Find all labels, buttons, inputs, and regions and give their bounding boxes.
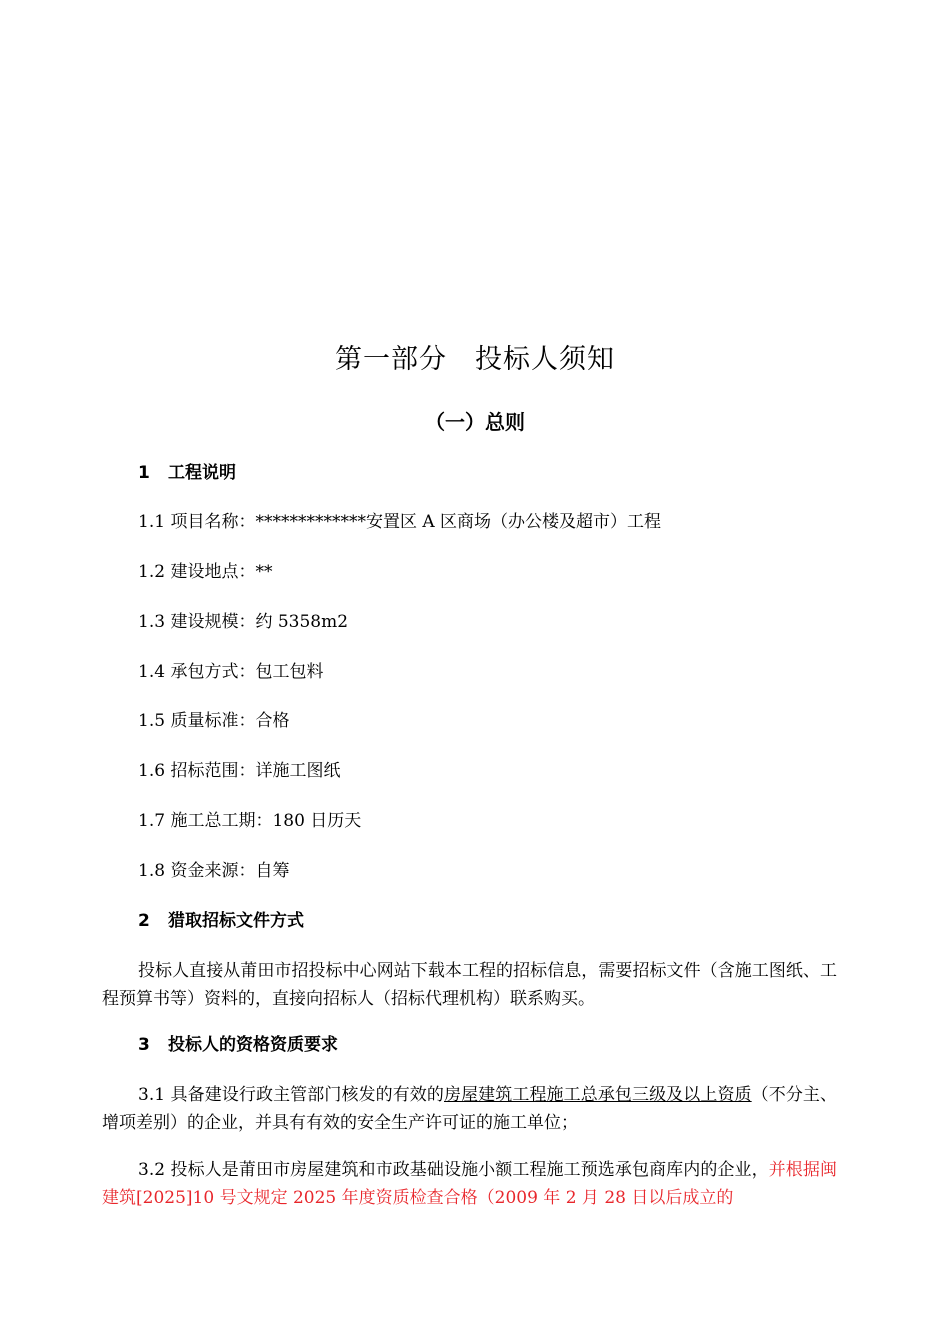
- paragraph-2: 投标人直接从莆田市招投标中心网站下载本工程的招标信息，需要招标文件（含施工图纸、工程预算书等）资料的，直接向招标人（招标代理机构）联系购买。: [102, 961, 837, 1009]
- item-1-6: 1.6 招标范围：详施工图纸: [138, 761, 341, 781]
- para-text: 3.1 具备建设行政主管部门核发的有效的: [138, 1085, 444, 1105]
- section-title: （一）总则: [425, 410, 525, 434]
- underlined-qualification: 房屋建筑工程施工总承包三级及以上资质: [444, 1085, 752, 1105]
- item-1-8: 1.8 资金来源：自筹: [138, 861, 290, 881]
- heading-number: 1: [138, 463, 150, 483]
- heading-text: 工程说明: [168, 463, 236, 483]
- item-1-4: 1.4 承包方式：包工包料: [138, 662, 324, 682]
- item-1-1: 1.1 项目名称：*************安置区 A 区商场（办公楼及超市）工程: [138, 512, 662, 532]
- part-title: 第一部分 投标人须知: [335, 344, 615, 375]
- heading-1: [138, 460, 236, 486]
- heading-text: 投标人的资格资质要求: [168, 1035, 338, 1055]
- para-text: 3.2 投标人是莆田市房屋建筑和市政基础设施小额工程施工预选承包商库内的企业，: [138, 1160, 769, 1180]
- para-text: （不分主、增项差别）的企业，并具有有效的安全生产许可证的施工单位；: [102, 1085, 838, 1133]
- highlighted-text: 并根据闽建筑[2025]10 号文规定 2025 年度资质检查合格（2009 年 2 月 28 日以后成立的: [102, 1160, 837, 1208]
- item-1-5: 1.5 质量标准：合格: [138, 711, 290, 731]
- heading-3: [138, 1032, 338, 1058]
- heading-number: 2: [138, 911, 150, 931]
- heading-number: 3: [138, 1035, 150, 1055]
- paragraph-3-2: [102, 1156, 837, 1212]
- paragraph-3-1: [102, 1081, 837, 1137]
- heading-text: 猎取招标文件方式: [168, 911, 304, 931]
- item-1-2: 1.2 建设地点：**: [138, 562, 273, 582]
- item-1-7: 1.7 施工总工期：180 日历天: [138, 811, 362, 831]
- item-1-3: 1.3 建设规模：约 5358m2: [138, 612, 349, 632]
- heading-2: [138, 908, 304, 934]
